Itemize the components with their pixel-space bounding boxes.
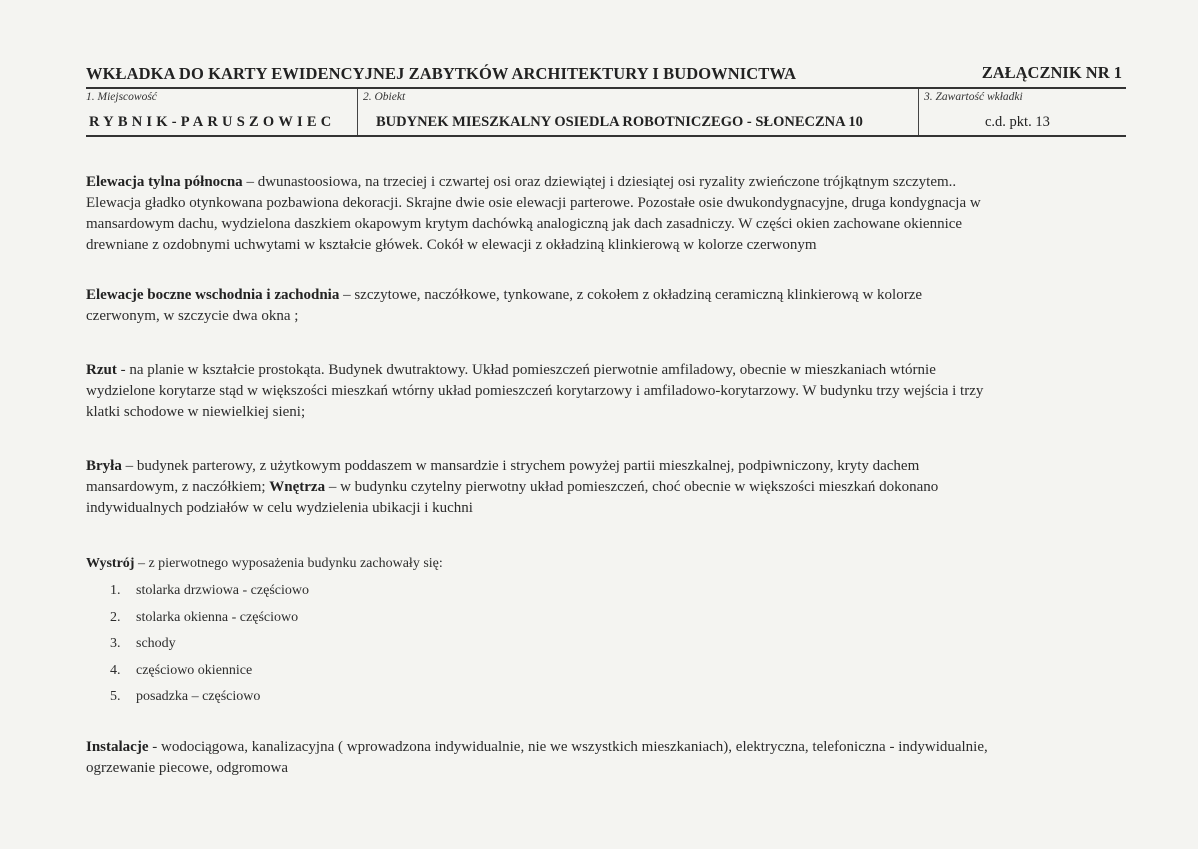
interiors-text: – w budynku czytelny pierwotny układ pomieszczeń, choć obecnie w większości mieszkań dokonano xyxy=(325,479,939,495)
list-item-text: stolarka okienna - częściowo xyxy=(136,609,299,625)
decor-list xyxy=(110,578,309,711)
plan-paragraph xyxy=(86,360,1126,423)
installations-text: - wodociągowa, kanalizacyjna ( wprowadzona indywidualnie, nie we wszystkich mieszkaniach), elektryczna, telefoniczna - indywidualnie, xyxy=(148,739,988,755)
list-item xyxy=(110,658,309,685)
contents-value: c.d. pkt. 13 xyxy=(985,114,1050,130)
list-item-number: 3. xyxy=(110,636,121,651)
side-elevations-heading: Elewacje boczne wschodnia i zachodnia xyxy=(86,287,340,303)
object-label: 2. Obiekt xyxy=(363,91,406,103)
plan-text: - na planie w kształcie prostokąta. Budynek dwutraktowy. Układ pomieszczeń pierwotnie amfiladowy, obecnie w mieszkaniach wtórnie xyxy=(116,362,936,378)
list-item-number: 2. xyxy=(110,609,121,625)
list-item-number: 5. xyxy=(110,689,121,704)
installations-paragraph xyxy=(86,737,1126,779)
north-elevation-paragraph xyxy=(86,172,1126,256)
decor-paragraph xyxy=(86,553,1126,574)
north-elevation-text: Elewacja gładko otynkowana pozbawiona dekoracji. Skrajne dwie osie elewacji parterowe. Pozostałe osie dwukondygnacyjne, druga kondygnacja w xyxy=(86,195,981,211)
side-elevations-paragraph xyxy=(86,285,1126,327)
list-item-number: 4. xyxy=(110,662,121,678)
list-item-number: 1. xyxy=(110,583,121,598)
plan-heading: Rzut xyxy=(86,362,117,378)
annex-number: ZAŁĄCZNIK NR 1 xyxy=(981,63,1122,82)
list-item-text: stolarka drzwiowa - częściowo xyxy=(136,583,309,598)
north-elevation-text: – dwunastoosiowa, na trzeciej i czwartej osi oraz dziewiątej i dziesiątej osi ryzality zwieńczone trójkątnym szczytem.. xyxy=(242,174,957,190)
form-title: WKŁADKA DO KARTY EWIDENCYJNEJ ZABYTKÓW ARCHITEKTURY I BUDOWNICTWA xyxy=(86,64,797,83)
list-item xyxy=(110,578,309,605)
list-item-text: posadzka – częściowo xyxy=(136,689,261,704)
interiors-heading: Wnętrza xyxy=(269,479,326,495)
contents-label: 3. Zawartość wkładki xyxy=(924,91,1023,103)
list-item-text: częściowo okiennice xyxy=(136,662,253,678)
header-bottom-rule xyxy=(86,135,1126,137)
list-item xyxy=(110,684,309,711)
list-item-text: schody xyxy=(136,636,176,651)
locality-label: 1. Miejscowość xyxy=(86,91,157,103)
mass-text: mansardowym, z naczółkiem; xyxy=(86,479,270,495)
list-item xyxy=(110,605,309,632)
side-elevations-text: czerwonym, w szczycie dwa okna ; xyxy=(86,308,299,324)
installations-text: ogrzewanie piecowe, odgromowa xyxy=(86,760,289,776)
mass-paragraph xyxy=(86,456,1126,519)
north-elevation-text: drewniane z ozdobnymi uchwytami w kształcie główek. Cokół w elewacji z okładziną klinkierową w kolorze czerwonym xyxy=(86,237,817,253)
side-elevations-text: – szczytowe, naczółkowe, tynkowane, z cokołem z okładziną ceramiczną klinkierową w kolorze xyxy=(339,287,923,303)
interiors-text: indywidualnych podziałów w celu wydzielenia ubikacji i kuchni xyxy=(86,500,473,516)
plan-text: wydzielone korytarze stąd w większości mieszkań wtórny układ pomieszczeń korytarzowy i amfiladowo-korytarzowy. W budynku trzy wejścia i trzy xyxy=(86,383,984,399)
decor-heading: Wystrój xyxy=(86,556,135,571)
object-value: BUDYNEK MIESZKALNY OSIEDLA ROBOTNICZEGO - SŁONECZNA 10 xyxy=(376,114,863,130)
locality-value: RYBNIK-PARUSZOWIEC xyxy=(89,114,336,130)
list-item xyxy=(110,631,309,658)
mass-heading: Bryła xyxy=(86,458,122,474)
field-divider xyxy=(918,89,919,135)
decor-intro: – z pierwotnego wyposażenia budynku zachowały się: xyxy=(134,556,443,571)
north-elevation-text: mansardowym dachu, wydzielona daszkiem okapowym krytym dachówką analogiczną jak dach zasadniczy. W części okien zachowane okiennice xyxy=(86,216,963,232)
installations-heading: Instalacje xyxy=(86,739,149,755)
mass-text: – budynek parterowy, z użytkowym poddaszem w mansardzie i strychem powyżej partii mieszkalnej, podpiwniczony, kryty dachem xyxy=(121,458,920,474)
header-top-rule xyxy=(86,87,1126,89)
plan-text: klatki schodowe w niewielkiej sieni; xyxy=(86,404,306,420)
field-divider xyxy=(357,89,358,135)
north-elevation-heading: Elewacja tylna północna xyxy=(86,174,243,190)
